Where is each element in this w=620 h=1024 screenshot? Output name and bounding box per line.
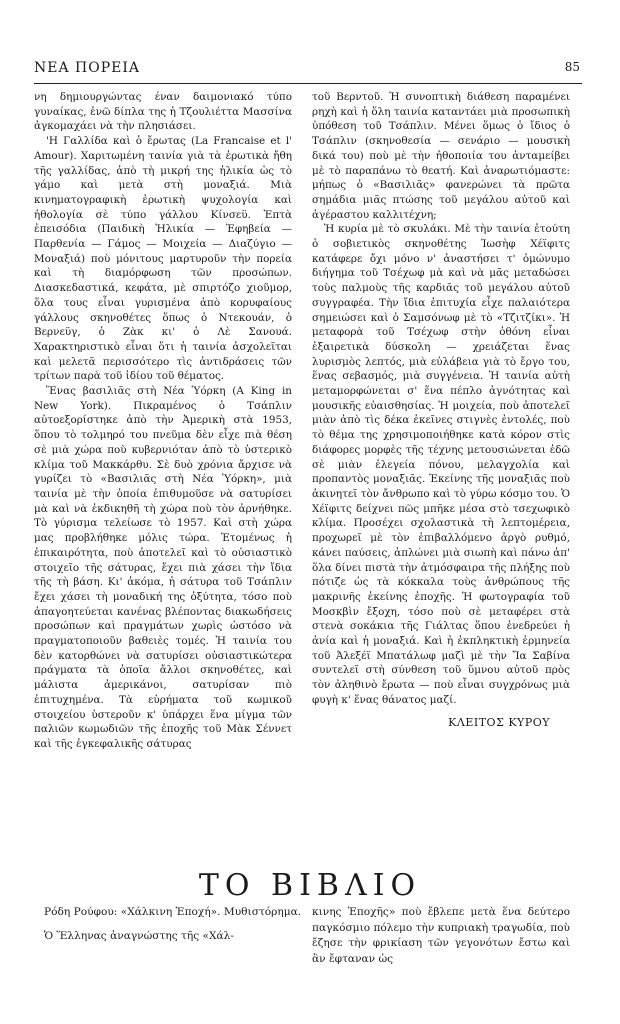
- section-title: ΤΟ ΒΙΒΛΙΟ: [198, 868, 422, 903]
- header-rule: [34, 83, 582, 84]
- page-header: [34, 60, 582, 82]
- paragraph: νη δημιουργώντας έναν δαιμονιακό τύπο γυναίκας, ἐνῶ δίπλα της ἡ Τζουλιέττα Μασσίνα ἀγκομαχάει νὰ τὴν πλησιάσει.: [34, 91, 292, 133]
- paragraph: 'Η Γαλλίδα καὶ ὁ ἔρωτας (La Francaise et l' Amour). Χαριτωμένη ταινία γιὰ τὰ ἐρωτικὰ ἤθη τῆς γαλλίδας, ἀπὸ τὴ μικρή της ἡλικία ὡς τὸ γάμο καὶ μετὰ στὴ μοναξιά. Μιὰ κινηματογραφικὴ ἐρωτικὴ ψυχολογία καὶ ἠθολογία σὲ τύπο γάλλου Κίνσεϋ. Ἑπτὰ ἐπεισόδια (Παιδικὴ Ἡλικία — Ἐφηβεία — Παρθενία — Γάμος — Μοιχεία — Διαζύγιο — Μοναξιά) ποὺ μόνιτους μαρτυροῦν τὴν πορεία καὶ τὴ διαμόρφωση τῶν προσώπων. Διασκεδαστικά, κεφάτα, μὲ σπιρτόζο χιοῦμορ, ὅλα τους εἶναι γυρισμένα ἀπὸ κορυφαίους γάλλους σκηνοθέτες ὅπως ὁ Ντεκουάν, ὁ Βερνεϋγ, ὁ Ζὰκ κι' ὁ Λὲ Σανουά. Χαρακτηριστικὸ εἶναι ὅτι ἡ ταινία ἀσχολεῖται καὶ μελετᾶ περισσότερο τὶς ἀντιδράσεις τῶν τρίτων παρὰ τοῦ ἰδίου τοῦ θέματος.: [34, 135, 292, 383]
- paragraph: Ὁ Ἕλληνας ἀναγνώστης τῆς «Χάλ-: [44, 929, 234, 942]
- page-number: 85: [564, 60, 580, 74]
- journal-title: ΝΕΑ ΠΟΡΕΙΑ: [34, 60, 140, 76]
- left-column: [34, 90, 292, 752]
- paragraph: κινης Ἐποχῆς» ποὺ ἔβλεπε μετὰ ἕνα δεύτερο παγκόσμιο πόλεμο τὴν κυπριακὴ τραγωδία, ποὺ ἔζησε τὴν φρικίαση τῶν γεγονότων ἔστω καὶ ἂν ἔφταναν ὡς: [312, 906, 570, 965]
- paragraph: Ἡ κυρία μὲ τὸ σκυλάκι. Μὲ τὴν ταινία ἐτούτη ὁ σοβιετικὸς σκηνοθέτης Ἰωσὴφ Χέϊφιτς κατάφερε ὄχι μόνο ν' ἀναστήσει τ' ὁμώνυμο διήγημα τοῦ Τσέχωφ μὰ καὶ νὰ μᾶς μεταδώσει τοὺς παλμοὺς τῆς καρδιᾶς τοῦ μεγάλου αὐτοῦ συγγραφέα. Τὴν ἴδια ἐπιτυχία εἶχε παλαιότερα σημειώσει καὶ ὁ Σαμσόνωφ μὲ τὸ «Τζιτζίκι». Ἡ μεταφορὰ τοῦ Τσέχωφ στὴν ὀθόνη εἶναι ἐξαιρετικὰ δύσκολη — χρειάζεται ἕνας λυρισμὸς λεπτός, μιὰ εὐλάβεια γιὰ τὸ ἔργο του, ἕνας σεβασμός, μιὰ συγγένεια. Ἡ ταινία αὐτὴ μεταμορφώνεται σ' ἕνα πέπλο ἀγνότητας καὶ μουσικῆς εὐαισθησίας. Ἡ μοιχεία, ποὺ ἀποτελεῖ μιὰν ἀπὸ τὶς δέκα ἐκεῖνες στιγνὲς ἐντολές, ποὺ τὸ θέμα της χρησιμοποιήθηκε κατὰ κόρον στὶς διάφορες μορφὲς τῆς τέχνης μετουσιώνεται ἐδῶ σὲ μιὰν ἐλεγεία πόνου, μελαγχολία καὶ προπαντὸς μοναξιᾶς. Ἐκείνης τῆς μοναξιᾶς ποὺ ἀκινητεῖ τὸν ἄνθρωπο καὶ τὸ γύρω κόσμο του. Ὁ Χέϊφιτς δείχνει πῶς μπῆκε μέσα στὸ τσεχωφικὸ κλίμα. Προσέχει σχολαστικὰ τὴ λεπτομέρεια, προχωρεῖ μὲ τὸν ἐπιβαλλόμενο ἀργὸ ρυθμό, κάνει παύσεις, ἁπλώνει μιὰ σιωπὴ καὶ πάνω ἀπ' ὅλα δίνει πιστὰ τὴν ἀτμόσφαιρα τῆς πλήξης ποὺ πότιζε ὡς τὰ κόκκαλα τοὺς ἀνθρώπους τῆς μακρινῆς ἐκείνης ἐποχῆς. Ἡ φωτογραφία τοῦ Μοσκβὶν ἔξοχη, τόσο ποὺ σὲ μεταφέρει στὰ στενὰ σοκάκια τῆς Γιάλτας ὅπου ἐνεδρεύει ἡ ἀνία καὶ ἡ μοναξιά. Καὶ ἡ ἐκπληκτικὴ ἑρμηνεία τοῦ Ἀλεξέϊ Μπατάλωφ μαζὶ μὲ τὴν Ἴα Σαβίνα συντελεῖ στὴ σύνθεση τοῦ ὕμνου αὐτοῦ πρὸς τὸν ἀληθινὸ ἔρωτα — ποὺ εἶναι συγχρόνως μιὰ φυγὴ κ' ἕνας θάνατος μαζί.: [312, 223, 570, 706]
- author-signature: ΚΛΕΙΤΟΣ ΚΥΡΟΥ: [448, 715, 550, 729]
- paragraph: Ἕνας βασιλιᾶς στὴ Νέα Ὑόρκη (A King in New York). Πικραμένος ὁ Τσάπλιν αὐτοεξορίστηκε ἀπὸ τὴν Ἀμερικὴ στὰ 1953, ὅπου τὸ τολμηρό του πνεῦμα δὲν εἶχε πιὰ θέση σὲ μιὰ χώρα ποὺ κυβερνιόταν ἀπὸ τὸ ὑστερικὸ κλίμα τοῦ Μακκάρθυ. Σὲ δυὸ χρόνια ἄρχισε νὰ γυρίζει τὸ «Βασιλιᾶς στὴ Νέα Ὑόρκη», μιὰ ταινία μὲ τὴν ὁποία ἐπιθυμοῦσε νὰ σατυρίσει μὰ καὶ νὰ ἐκδικηθῆ τὴ χώρα ποὺ τὸν ἀρνήθηκε. Τὸ γύρισμα τελείωσε τὸ 1957. Καὶ στὴ χώρα μας προβλήθηκε μόλις τώρα. Ἐτομένως ἡ ἐπικαιρότητα, ποὺ ἀποτελεῖ καὶ τὸ οὐσιαστικὸ στοιχεῖο τῆς σάτυρας, ἔχει πιὰ χάσει τὴν ἴδια τῆς τὴ βάση. Κι' ἀκόμα, ἡ σάτυρα τοῦ Τσάπλιν ἔχει χάσει τὴ μοναδική της ὀξύτητα, τόσο ποὺ ἀπαγοητεύεται κανένας βλέποντας διακωδήσεις προσώπων καὶ πραγμάτων χωρὶς ὠστόσο νὰ πραγματοποιοῦν βαθειὲς τομές. Ἡ ταινία του δὲν κατορθώνει νὰ σατυρίσει οὐσιαστικώτερα πράγματα τὰ ὁποῖα ἄλλοι σκηνοθέτες, καὶ μάλιστα ἀμερικάνοι, σατυρίσαν πιὸ ἐπιτυχημένα. Τὰ εὑρήματα τοῦ κωμικοῦ στοιχείου ὑστεροῦν κ' ὑπάρχει ἕνα μίγμα τῶν παλιῶν κωμωδιῶν τῆς ἐποχῆς τοῦ Μὰκ Σέννετ καὶ τῆς ἐγκεφαλικῆς σάτυρας: [34, 385, 292, 750]
- book-right-column: [312, 905, 570, 975]
- book-left-column: [44, 905, 302, 952]
- paragraph: τοῦ Βερντοῦ. Ἡ συνοπτικὴ διάθεση παραμένει ρηχὴ καὶ ἡ ὅλη ταινία καταντάει μιὰ προσωπικὴ ὑπόθεση τοῦ Τσάπλιν. Μένει ὅμως ὁ ἴδιος ὁ Τσάπλιν (σκηνοθεσία — σενάριο — μουσικὴ δικά του) ποὺ μὲ τὴν ἠθοποιία του ἀνταμείβει μὲ τὸ παραπάνω τὸ θεατή. Καὶ ἀναρωτιόμαστε: μήπως ὁ «Βασιλιᾶς» φανερώνει τὰ πρῶτα σημάδια μιᾶς πτώσης τοῦ μεγάλου αὐτοῦ καὶ ἀγέραστου καλλιτέχνη;: [312, 91, 570, 221]
- paragraph: Ρόδη Ρούφου: «Χάλκινη Ἐποχή». Μυθιστόρημα.: [44, 906, 302, 918]
- right-column: [312, 90, 570, 730]
